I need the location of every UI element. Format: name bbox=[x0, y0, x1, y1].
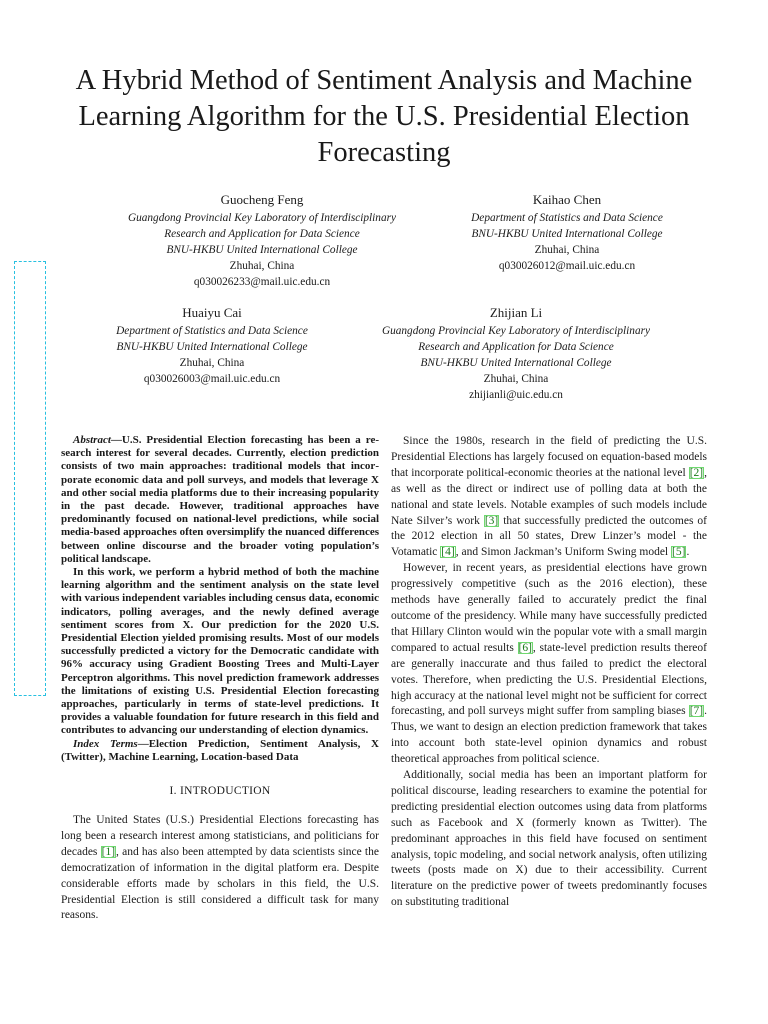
text-run: . bbox=[686, 546, 690, 559]
author-affiliation: Research and Application for Data Science bbox=[164, 228, 360, 240]
abstract bbox=[61, 434, 379, 764]
author-email[interactable]: q030026233@mail.uic.edu.cn bbox=[193, 276, 331, 288]
citation-link[interactable]: [7] bbox=[689, 705, 704, 718]
author-email[interactable]: q030026003@mail.uic.edu.cn bbox=[143, 373, 281, 385]
text-run: , as well as the direct or indirect use of polling data at both the national and state levels. Notable examples of such models include Nate Silver’s work bbox=[391, 466, 707, 527]
citation-link[interactable]: [2] bbox=[689, 466, 704, 479]
author-city: Zhuhai, China bbox=[229, 260, 295, 272]
author-block-li bbox=[346, 304, 686, 403]
author-name: Kaihao Chen bbox=[532, 192, 602, 207]
body-paragraph bbox=[391, 561, 707, 768]
paper-title: A Hybrid Method of Sentiment Analysis and Machine Learning Algorithm for the U.S. Presidential Election Forecasting bbox=[75, 65, 693, 168]
author-affiliation: Guangdong Provincial Key Laboratory of Interdisciplinary bbox=[127, 212, 397, 224]
author-affiliation: BNU-HKBU United International College bbox=[116, 341, 308, 353]
abstract-paragraph: In this work, we perform a hybrid method of both the machine learning algorithm and the sentiment analysis on the state level with various independent variables including census data, economic indicators, polling averages, and the newly defined average sentiment scores from X. Our prediction for the 2020 U.S. Presidential Election yielded promising results. Most of our models successfully predicted a victory for the Democratic candidate with 96% accuracy using Gradient Boosting Trees and Multi-Layer Perceptron algorithms. This novel prediction framework addresses the limitations of existing U.S. Presidential Election forecasting approaches, particularly in terms of state-level predictions. It provides a valuable foundation for future research in this field and contributes to advancing our understanding of election dynamics. bbox=[61, 566, 379, 737]
author-name: Huaiyu Cai bbox=[182, 305, 242, 320]
text-run: , state-level prediction results thereof are generally inaccurate and thus failed to predict the electoral votes. Therefore, when predicting the U.S. Presidential Elections, high accuracy at the national level might not be sufficient for correct forecasting, and poll surveys might suffer from sampling biases bbox=[391, 641, 707, 718]
author-affiliation: Guangdong Provincial Key Laboratory of Interdisciplinary bbox=[381, 325, 651, 337]
text-run: , and has also been attempted by data scientists since the democratization of information in the digital platform era. Despite considerable efforts made by scholars in this field, the U.S. Presidential Election is still considered a difficult task for many reasons. bbox=[61, 845, 379, 922]
author-affiliation: Department of Statistics and Data Science bbox=[116, 325, 308, 337]
citation-link[interactable]: [6] bbox=[518, 641, 532, 654]
text-run: However, in recent years, as presidential elections have grown progressively competitive (such as the 2016 election), these methods have generally failed to accurately predict the final outcome of the presidency. While many have successfully predicted that Hillary Clinton would win the popular vote with a small margin compared to actual results bbox=[391, 562, 707, 654]
citation-link[interactable]: [1] bbox=[101, 845, 116, 858]
author-name: Zhijian Li bbox=[489, 305, 543, 320]
author-affiliation: Department of Statistics and Data Science bbox=[471, 212, 663, 224]
right-column bbox=[391, 434, 707, 911]
abstract-text: —U.S. Presidential Election forecasting has been a research interest for several decades. Currently, election prediction consists of two main approaches: traditional models that incorporate economic data and poll surveys, and models that leverage X and other social media platforms due to their increasing popularity in the past decade. However, traditional approaches have predominantly focused on national-level predictions, while social media-based approaches often oversimplify the nuanced differences between online discourse and the broader voting population’s political landscape. bbox=[61, 434, 379, 565]
abstract-label: Abstract bbox=[73, 434, 111, 446]
text-run: . Thus, we want to design an election prediction framework that takes into account both state-level opinion dynamics and robust theoretical approaches from political science. bbox=[391, 705, 707, 766]
text-run: The United States (U.S.) Presidential Elections forecasting has long been a research interest among statisticians, and politicians for decades bbox=[61, 813, 379, 858]
citation-link[interactable]: [4] bbox=[441, 546, 455, 559]
author-affiliation: Research and Application for Data Science bbox=[418, 341, 614, 353]
author-email[interactable]: q030026012@mail.uic.edu.cn bbox=[498, 260, 636, 272]
author-email[interactable]: zhijianli@uic.edu.cn bbox=[469, 389, 563, 401]
abstract-paragraph bbox=[61, 434, 379, 566]
author-name: Guocheng Feng bbox=[220, 192, 304, 207]
section-title-initial: I bbox=[180, 785, 185, 798]
index-terms-text: —Election Prediction, Sentiment Analysis, X (Twitter), Machine Learning, Location-based Data bbox=[61, 737, 379, 763]
index-terms bbox=[61, 738, 379, 764]
body-paragraph bbox=[391, 434, 707, 561]
author-block-feng bbox=[92, 191, 432, 290]
margin-annotation-box bbox=[14, 261, 46, 696]
author-affiliation: BNU-HKBU United International College bbox=[420, 357, 612, 369]
author-city: Zhuhai, China bbox=[179, 357, 245, 369]
section-numeral: I. bbox=[169, 785, 177, 798]
body-paragraph: Additionally, social media has been an important platform for political discourse, leading researchers to examine the potential for predicting presidential election outcomes using data from platforms such as Facebook and X (formerly known as Twitter). The predominant approaches in this field have focused on sentiment analysis, topic modeling, and social network analysis, often utilizing tweets (posts made on X) due to their accessibility. Current literature on the predictive power of tweets predominantly focuses on substituting traditional bbox=[391, 769, 707, 909]
body-paragraph bbox=[61, 813, 379, 924]
text-run: that successfully predicted the outcomes of the 2012 election in all 50 states, Drew Linzer’s model - the Votamatic bbox=[391, 514, 707, 559]
section-heading-introduction bbox=[61, 784, 379, 800]
author-city: Zhuhai, China bbox=[483, 373, 549, 385]
author-affiliation: BNU-HKBU United International College bbox=[471, 228, 663, 240]
citation-link[interactable]: [3] bbox=[484, 514, 499, 527]
author-city: Zhuhai, China bbox=[534, 244, 600, 256]
index-terms-label: Index Terms bbox=[73, 737, 138, 750]
author-affiliation: BNU-HKBU United International College bbox=[166, 244, 358, 256]
text-run: , and Simon Jackman’s Uniform Swing model bbox=[455, 546, 672, 559]
section-title-rest: NTRODUCTION bbox=[184, 785, 271, 798]
left-column bbox=[61, 434, 379, 924]
author-block-chen bbox=[430, 191, 704, 274]
citation-link[interactable]: [5] bbox=[672, 546, 686, 559]
author-block-cai bbox=[92, 304, 332, 387]
text-run: Since the 1980s, research in the field of predicting the U.S. Presidential Elections has largely focused on equation-based models that incorporate political-economic theories at the national level bbox=[391, 435, 707, 479]
